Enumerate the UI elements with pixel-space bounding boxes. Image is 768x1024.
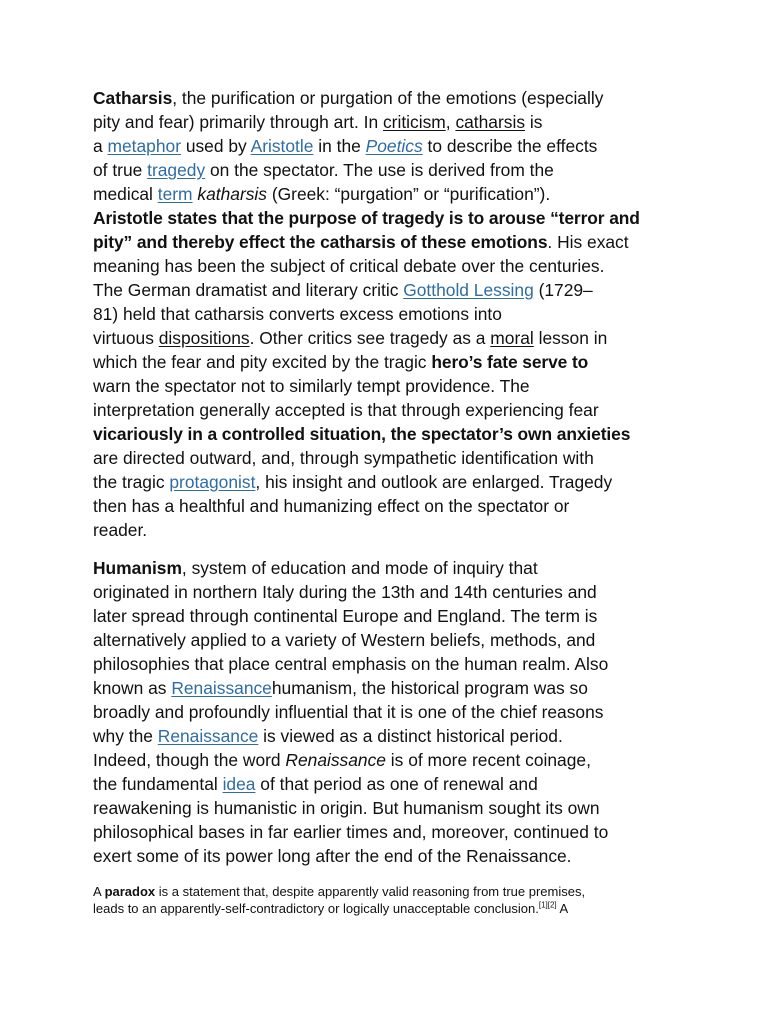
text-line: are directed outward, and, through sympathetic identification with [93, 448, 594, 468]
text-line: originated in northern Italy during the 13th and 14th centuries and [93, 582, 597, 602]
term-humanism: Humanism [93, 558, 182, 578]
text-line: medical term katharsis (Greek: “purgation” or “purification”). [93, 184, 551, 204]
link-gotthold-lessing[interactable]: Gotthold Lessing [403, 280, 534, 300]
text-line: known as Renaissancehumanism, the historical program was so [93, 678, 588, 698]
text-line: virtuous dispositions. Other critics see tragedy as a moral lesson in [93, 328, 608, 348]
text-line: pity and fear) primarily through art. In criticism, catharsis is [93, 112, 543, 132]
text-line: philosophical bases in far earlier times and, moreover, continued to [93, 822, 609, 842]
term-paradox: paradox [104, 884, 156, 899]
link-renaissance[interactable]: Renaissance [157, 726, 259, 746]
link-moral[interactable]: moral [490, 328, 534, 348]
text-line: the tragic protagonist, his insight and outlook are enlarged. Tragedy [93, 472, 613, 492]
text-line: A paradox is a statement that, despite apparently valid reasoning from true premises, [93, 884, 586, 899]
text-line: Catharsis, the purification or purgation of the emotions (especially [93, 88, 604, 108]
link-metaphor[interactable]: metaphor [107, 136, 181, 156]
text-line: leads to an apparently-self-contradictory or logically unacceptable conclusion.[1][2] A [93, 900, 569, 916]
text-line: alternatively applied to a variety of Western beliefs, methods, and [93, 630, 596, 650]
text-line: Humanism, system of education and mode of inquiry that [93, 558, 538, 578]
text-line: exert some of its power long after the end of the Renaissance. [93, 846, 572, 866]
text-line: Aristotle states that the purpose of tragedy is to arouse “terror and [93, 208, 640, 228]
link-dispositions[interactable]: dispositions [158, 328, 250, 348]
text-line: interpretation generally accepted is that through experiencing fear [93, 400, 599, 420]
term-catharsis: Catharsis [93, 88, 173, 108]
text-line: broadly and profoundly influential that it is one of the chief reasons [93, 702, 604, 722]
text-line: a metaphor used by Aristotle in the Poetics to describe the effects [93, 136, 598, 156]
text-line: reawakening is humanistic in origin. But humanism sought its own [93, 798, 600, 818]
word-katharsis: katharsis [197, 184, 267, 204]
link-renaissance[interactable]: Renaissance [171, 678, 272, 698]
link-poetics[interactable]: Poetics [365, 136, 423, 156]
text-line: why the Renaissance is viewed as a distinct historical period. [93, 726, 563, 746]
link-tragedy[interactable]: tragedy [147, 160, 206, 180]
link-idea[interactable]: idea [222, 774, 256, 794]
link-aristotle[interactable]: Aristotle [250, 136, 314, 156]
text-line: 81) held that catharsis converts excess emotions into [93, 304, 502, 324]
text-line: which the fear and pity excited by the tragic hero’s fate serve to [93, 352, 589, 372]
text-line: of true tragedy on the spectator. The use is derived from the [93, 160, 554, 180]
text-line: meaning has been the subject of critical debate over the centuries. [93, 256, 605, 276]
paradox-paragraph [93, 883, 683, 917]
humanism-paragraph [93, 556, 693, 868]
link-protagonist[interactable]: protagonist [169, 472, 256, 492]
catharsis-paragraph [93, 86, 693, 542]
text-line: warn the spectator not to similarly tempt providence. The [93, 376, 530, 396]
word-renaissance: Renaissance [285, 750, 386, 770]
link-catharsis[interactable]: catharsis [455, 112, 526, 132]
text-line: philosophies that place central emphasis on the human realm. Also [93, 654, 609, 674]
text-line: the fundamental idea of that period as one of renewal and [93, 774, 538, 794]
text-line: Indeed, though the word Renaissance is of more recent coinage, [93, 750, 591, 770]
text-line: then has a healthful and humanizing effect on the spectator or [93, 496, 570, 516]
link-criticism[interactable]: criticism [382, 112, 446, 132]
citation-refs[interactable]: [1][2] [538, 900, 557, 910]
text-line: The German dramatist and literary critic Gotthold Lessing (1729– [93, 280, 593, 300]
link-term[interactable]: term [157, 184, 193, 204]
text-line: pity” and thereby effect the catharsis of these emotions. His exact [93, 232, 629, 252]
text-line: vicariously in a controlled situation, the spectator’s own anxieties [93, 424, 631, 444]
text-line: later spread through continental Europe and England. The term is [93, 606, 598, 626]
text-line: reader. [93, 520, 148, 540]
